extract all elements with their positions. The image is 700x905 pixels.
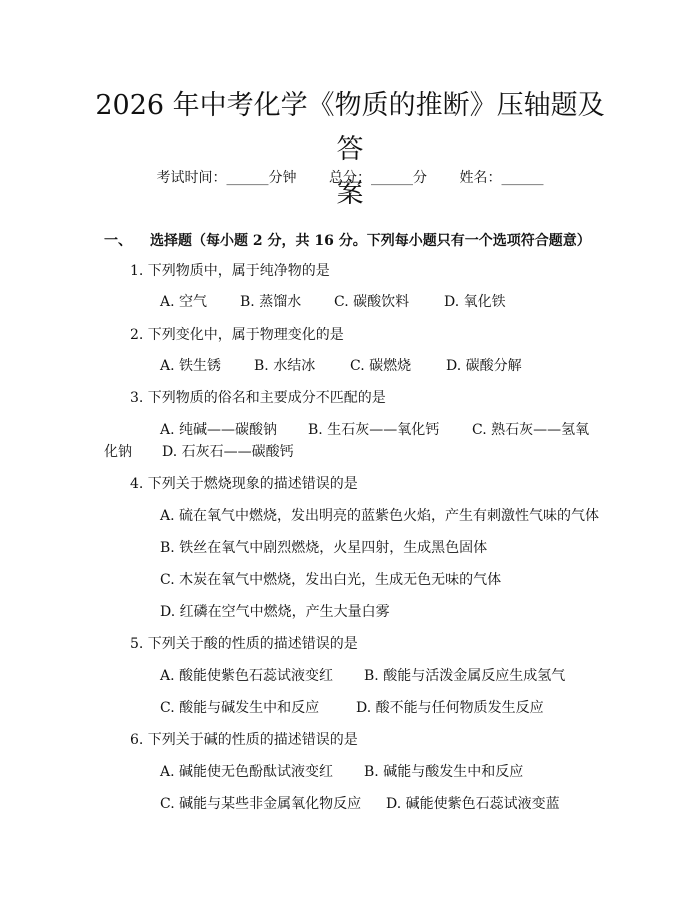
q5-option-b[interactable]: B. 酸能与活泼金属反应生成氢气 [364, 668, 566, 684]
q3-option-b[interactable]: B. 生石灰——氧化钙 [308, 422, 440, 438]
title-line-1: 2026 年中考化学《物质的推断》压轴题及答 [95, 90, 605, 165]
q4-option-c[interactable]: C. 木炭在氧气中燃烧，发出白光，生成无色无味的气体 [160, 572, 502, 588]
question-5-stem: 5. 下列关于酸的性质的描述错误的是 [130, 636, 358, 652]
section-heading [104, 231, 700, 251]
q1-option-a[interactable]: A. 空气 [160, 294, 208, 310]
q1-option-d[interactable]: D. 氧化铁 [444, 294, 506, 310]
q4-option-d[interactable]: D. 红磷在空气中燃烧，产生大量白雾 [160, 604, 390, 620]
q5-option-c[interactable]: C. 酸能与碱发生中和反应 [160, 700, 320, 716]
q4-option-a[interactable]: A. 硫在氧气中燃烧，发出明亮的蓝紫色火焰，产生有刺激性气味的气体 [160, 508, 600, 524]
q1-option-c[interactable]: C. 碳酸饮料 [334, 294, 410, 310]
q4-option-b[interactable]: B. 铁丝在氧气中剧烈燃烧，火星四射，生成黑色固体 [160, 540, 488, 556]
q6-option-c[interactable]: C. 碱能与某些非金属氧化物反应 [160, 796, 362, 812]
q2-option-a[interactable]: A. 铁生锈 [160, 358, 222, 374]
q6-option-b[interactable]: B. 碱能与酸发生中和反应 [364, 764, 524, 780]
q2-option-b[interactable]: B. 水结冰 [254, 358, 316, 374]
q6-option-a[interactable]: A. 碱能使无色酚酞试液变红 [160, 764, 334, 780]
question-3-stem: 3. 下列物质的俗名和主要成分不匹配的是 [130, 390, 386, 406]
question-6-stem: 6. 下列关于碱的性质的描述错误的是 [130, 732, 358, 748]
q6-option-d[interactable]: D. 碱能使紫色石蕊试液变蓝 [386, 796, 560, 812]
total-score-field[interactable]: 总分：______分 [329, 170, 427, 186]
exam-meta [0, 168, 700, 188]
q5-option-d[interactable]: D. 酸不能与任何物质发生反应 [356, 700, 544, 716]
question-1-stem: 1. 下列物质中，属于纯净物的是 [130, 263, 330, 279]
q2-option-d[interactable]: D. 碳酸分解 [446, 358, 522, 374]
question-4-stem: 4. 下列关于燃烧现象的描述错误的是 [130, 476, 358, 492]
question-2-stem: 2. 下列变化中，属于物理变化的是 [130, 327, 344, 343]
exam-time-field[interactable]: 考试时间：______分钟 [156, 170, 297, 186]
student-name-field[interactable]: 姓名：______ [459, 170, 544, 186]
section-text: 选择题（每小题 2 分，共 16 分。下列每小题只有一个选项符合题意） [150, 233, 591, 249]
section-number: 一、 [104, 233, 132, 249]
q3-option-c[interactable]: C. 熟石灰——氢氧 [472, 422, 590, 438]
q3-option-c-continued[interactable]: 化钠 [104, 444, 132, 460]
q5-option-a[interactable]: A. 酸能使紫色石蕊试液变红 [160, 668, 334, 684]
q1-option-b[interactable]: B. 蒸馏水 [240, 294, 302, 310]
q3-option-a[interactable]: A. 纯碱——碳酸钠 [160, 422, 278, 438]
q3-option-d[interactable]: D. 石灰石——碳酸钙 [162, 444, 294, 460]
title-line-2: 案 [336, 178, 364, 209]
document-title [90, 84, 610, 216]
q2-option-c[interactable]: C. 碳燃烧 [350, 358, 412, 374]
